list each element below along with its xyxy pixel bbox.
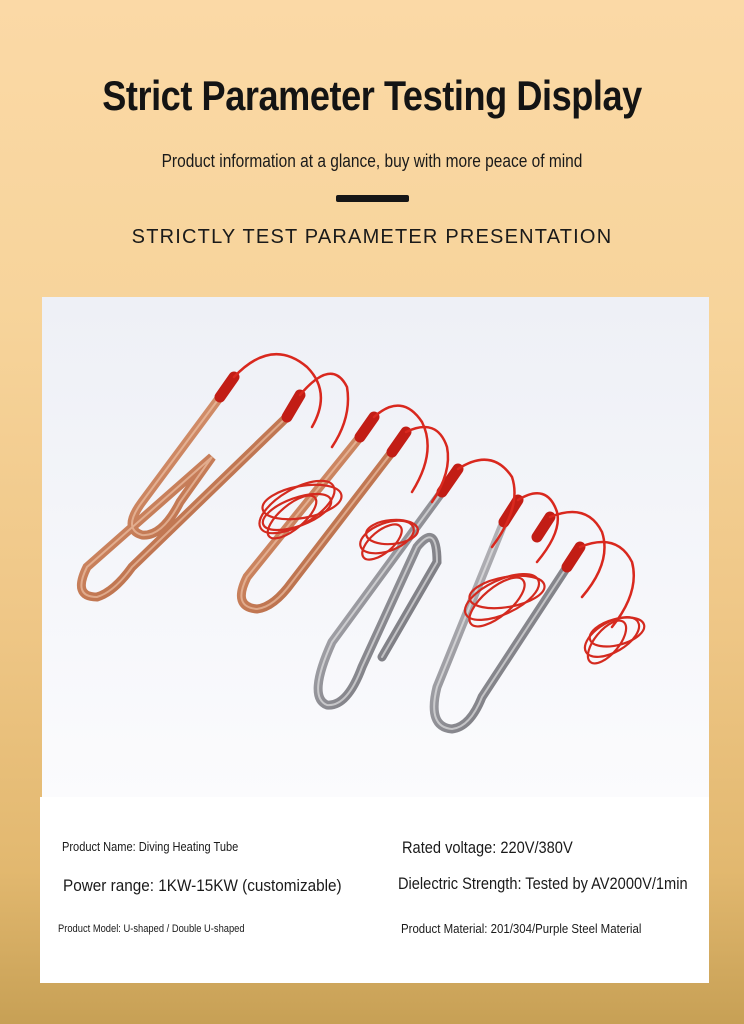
- steel-u-tube: [434, 522, 567, 729]
- page-title: Strict Parameter Testing Display: [102, 72, 642, 119]
- spec-product-material: Product Material: 201/304/Purple Steel Material: [401, 921, 642, 936]
- page-subtitle: Product information at a glance, buy with more peace of mind: [161, 151, 583, 171]
- spec-dielectric-strength: Dielectric Strength: Tested by AV2000V/1min: [398, 874, 688, 893]
- spec-power-range: Power range: 1KW-15KW (customizable): [63, 876, 342, 895]
- copper-u-tube: [241, 437, 392, 609]
- heating-tubes-illustration: [42, 297, 709, 797]
- title-divider: [336, 195, 409, 202]
- specs-panel: [40, 797, 709, 983]
- spec-rated-voltage: Rated voltage: 220V/380V: [402, 838, 573, 857]
- spec-product-model: Product Model: U-shaped / Double U-shaped: [58, 923, 245, 935]
- section-caption: STRICTLY TEST PARAMETER PRESENTATION: [131, 226, 613, 248]
- spec-product-name: Product Name: Diving Heating Tube: [62, 839, 239, 854]
- product-photo: [42, 297, 709, 797]
